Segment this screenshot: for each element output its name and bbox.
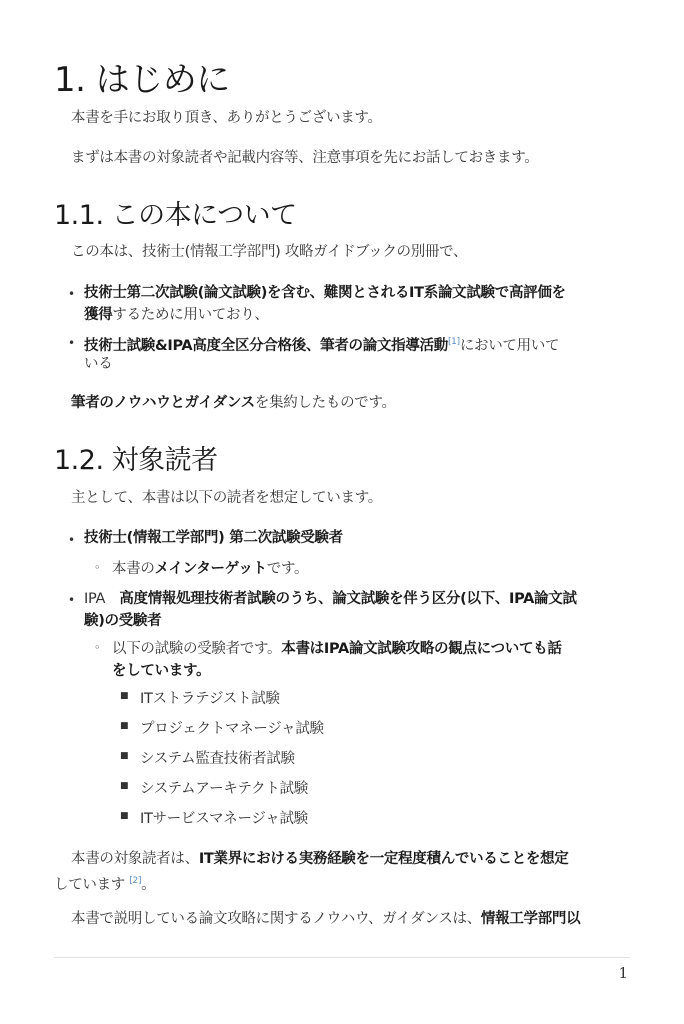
bullet-marker: • xyxy=(68,533,76,547)
square-bullet-marker: ■ xyxy=(120,721,129,731)
page-number: 1 xyxy=(618,964,628,982)
reader-item-2-sub: 以下の試験の受験者です。本書はIPA論文試験攻略の観点についても話 xyxy=(112,641,562,657)
about-item-1-line2: 獲得するために用いており、 xyxy=(84,307,269,323)
about-item-1: 技術士第二次試験(論文試験)を含む、難関とされるIT系論文試験で高評価を xyxy=(84,285,566,301)
footer-divider xyxy=(54,957,630,958)
square-bullet-marker: ■ xyxy=(120,691,129,701)
about-item-2-line2: いる xyxy=(84,356,113,372)
circle-bullet-marker: ◦ xyxy=(94,641,101,654)
exam-item: ITサービスマネージャ試験 xyxy=(140,811,308,827)
chapter-heading: 1. はじめに xyxy=(54,60,230,100)
exam-item: プロジェクトマネージャ試験 xyxy=(140,721,324,737)
intro-paragraph-1: 本書を手にお取り頂き、ありがとうございます。 xyxy=(71,110,382,126)
exam-item: ITストラテジスト試験 xyxy=(140,691,280,707)
square-bullet-marker: ■ xyxy=(120,781,129,791)
reader-item-2: IPA 高度情報処理技術者試験のうち、論文試験を伴う区分(以下、IPA論文試 xyxy=(84,591,577,607)
reader-item-2-line2: 験)の受験者 xyxy=(84,613,162,629)
readers-paragraph-2: 本書で説明している論文攻略に関するノウハウ、ガイダンスは、情報工学部門以 xyxy=(71,911,581,927)
square-bullet-marker: ■ xyxy=(120,751,129,761)
about-lead: この本は、技術士(情報工学部門) 攻略ガイドブックの別冊で、 xyxy=(71,244,468,260)
bullet-marker: • xyxy=(68,336,76,350)
bullet-marker: • xyxy=(68,593,76,607)
reader-item-2-sub-line2: をしています。 xyxy=(112,663,211,679)
about-item-2: 技術士試験&IPA高度全区分合格後、筆者の論文指導活動[1]において用いて xyxy=(84,337,560,354)
square-bullet-marker: ■ xyxy=(120,811,129,821)
intro-paragraph-2: まずは本書の対象読者や記載内容等、注意事項を先にお話しておきます。 xyxy=(71,150,539,166)
section-heading-about: 1.1. この本について xyxy=(54,200,297,231)
bullet-marker: • xyxy=(68,287,76,301)
reader-item-1-sub: 本書のメインターゲットです。 xyxy=(112,561,309,577)
readers-paragraph-1: 本書の対象読者は、IT業界における実務経験を一定程度積んでいることを想定 xyxy=(71,851,569,867)
readers-lead: 主として、本書は以下の読者を想定しています。 xyxy=(71,490,382,506)
section-heading-readers: 1.2. 対象読者 xyxy=(54,445,218,476)
readers-paragraph-1-line2: しています [2]。 xyxy=(54,876,156,893)
footnote-ref-1[interactable]: [1] xyxy=(447,337,460,347)
exam-item: システムアーキテクト試験 xyxy=(140,781,308,797)
about-summary: 筆者のノウハウとガイダンスを集約したものです。 xyxy=(71,395,396,411)
reader-item-1: 技術士(情報工学部門) 第二次試験受験者 xyxy=(84,530,343,546)
exam-item: システム監査技術者試験 xyxy=(140,751,295,767)
circle-bullet-marker: ◦ xyxy=(94,561,101,574)
footnote-ref-2[interactable]: [2] xyxy=(129,876,142,886)
